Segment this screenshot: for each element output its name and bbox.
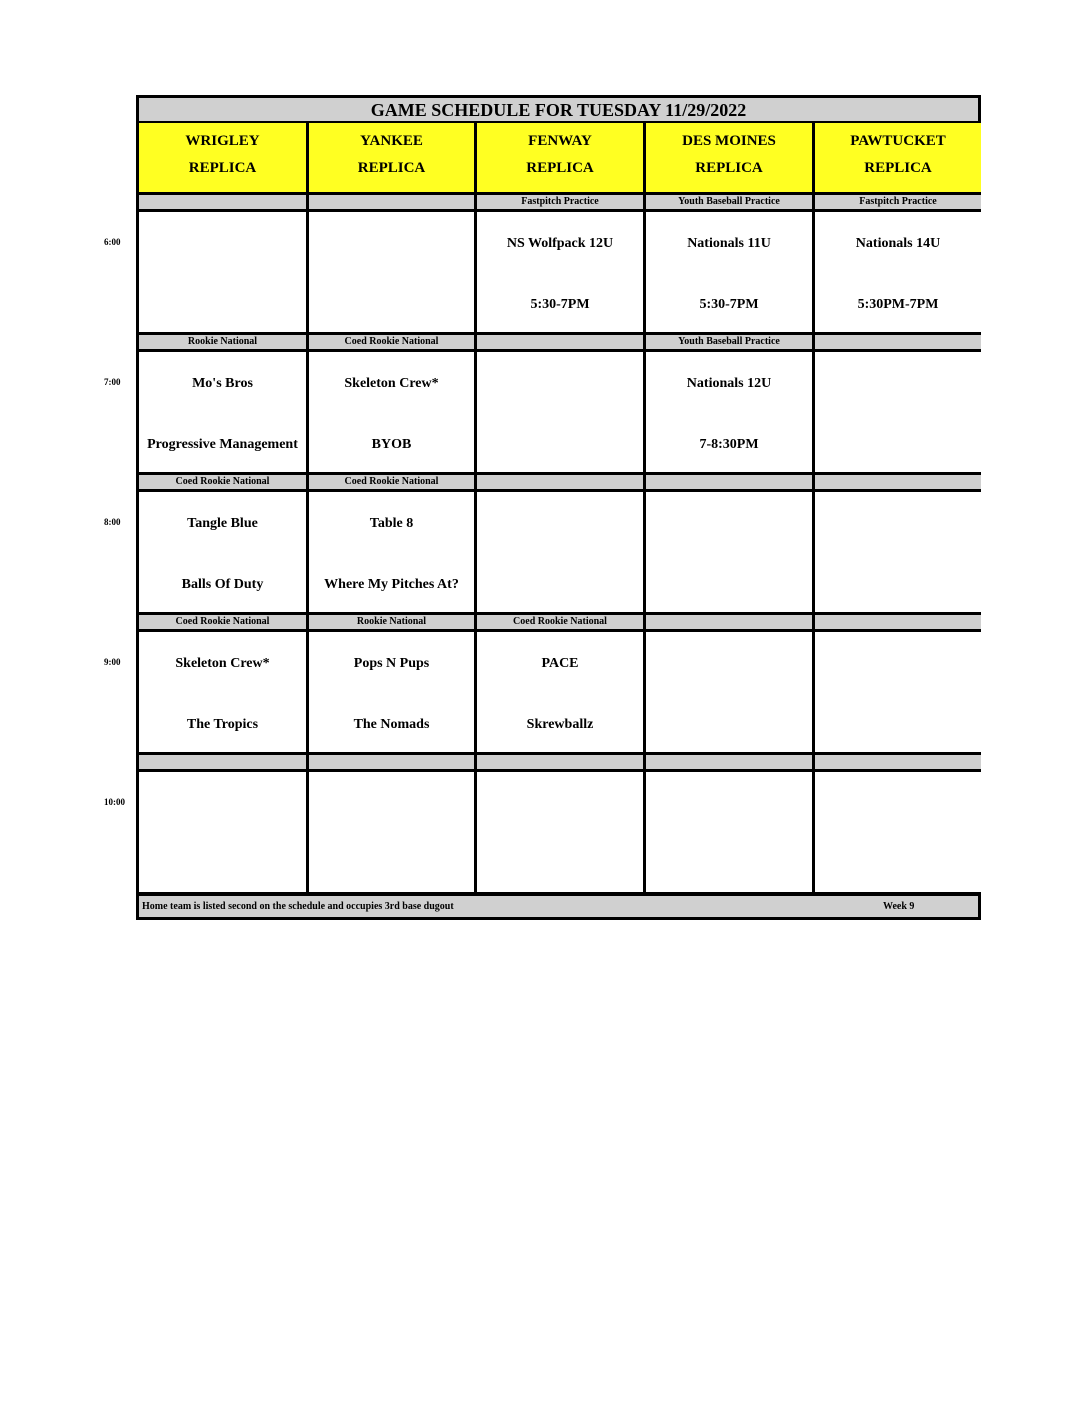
division-label	[815, 615, 981, 632]
venue-name: FENWAY	[528, 133, 592, 149]
game-cell	[646, 492, 815, 615]
division-label	[309, 755, 477, 772]
time-label: 10:00	[104, 797, 125, 807]
game-cell	[477, 492, 646, 615]
division-label	[646, 755, 815, 772]
venue-sub: REPLICA	[188, 160, 257, 176]
game-cell	[477, 212, 646, 335]
venue-name: YANKEE	[360, 133, 423, 149]
game-cell	[646, 352, 815, 475]
venue-sub: REPLICA	[864, 160, 932, 176]
division-label: Fastpitch Practice	[815, 195, 981, 212]
time-label: 6:00	[104, 237, 121, 247]
venue-header-pawtucket	[815, 123, 981, 195]
venue-sub: REPLICA	[695, 160, 763, 176]
venue-name: DES MOINES	[682, 133, 776, 149]
game-cell	[309, 352, 477, 475]
away-team: Pops N Pups	[353, 656, 430, 671]
game-cell	[646, 632, 815, 755]
game-cell	[815, 632, 981, 755]
away-team: PACE	[541, 656, 579, 671]
division-label: Rookie National	[139, 335, 309, 352]
away-team: Nationals 14U	[855, 236, 941, 251]
game-cell	[309, 772, 477, 895]
game-cell	[309, 212, 477, 335]
home-team: The Tropics	[186, 717, 259, 732]
home-team: Progressive Management	[147, 437, 298, 452]
division-label: Fastpitch Practice	[477, 195, 646, 212]
division-label	[477, 475, 646, 492]
away-team: Nationals 11U	[687, 236, 771, 251]
game-cell	[815, 352, 981, 475]
division-label	[815, 335, 981, 352]
game-cell	[139, 212, 309, 335]
away-team: Table 8	[369, 516, 414, 531]
division-label: Coed Rookie National	[477, 615, 646, 632]
division-label	[815, 475, 981, 492]
away-team: Nationals 12U	[686, 376, 772, 391]
venue-sub: REPLICA	[526, 160, 594, 176]
division-label: Youth Baseball Practice	[646, 335, 815, 352]
home-team: Skrewballz	[526, 717, 594, 732]
home-team: BYOB	[371, 437, 412, 452]
game-cell	[815, 212, 981, 335]
home-team: Balls Of Duty	[181, 577, 264, 592]
game-cell	[309, 632, 477, 755]
schedule-sheet	[136, 95, 981, 920]
division-label: Youth Baseball Practice	[646, 195, 815, 212]
time-label: 7:00	[104, 377, 121, 387]
home-team: 7-8:30PM	[699, 437, 759, 452]
game-cell	[139, 352, 309, 475]
time-label: 9:00	[104, 657, 121, 667]
home-team: Where My Pitches At?	[324, 577, 459, 592]
venue-name: WRIGLEY	[185, 133, 260, 149]
game-cell	[139, 772, 309, 895]
division-label: Coed Rookie National	[139, 475, 309, 492]
division-label: Rookie National	[309, 615, 477, 632]
game-cell	[477, 632, 646, 755]
division-label	[815, 755, 981, 772]
division-label: Coed Rookie National	[139, 615, 309, 632]
division-label	[646, 615, 815, 632]
division-label	[477, 335, 646, 352]
game-cell	[815, 772, 981, 895]
footer-note: Home team is listed second on the schedule and occupies 3rd base dugout	[142, 901, 454, 912]
home-team: The Nomads	[353, 717, 430, 732]
game-cell	[139, 492, 309, 615]
venue-sub: REPLICA	[357, 160, 426, 176]
venue-name: PAWTUCKET	[850, 133, 946, 149]
division-label: Coed Rookie National	[309, 335, 477, 352]
division-label: Coed Rookie National	[309, 475, 477, 492]
division-label	[477, 755, 646, 772]
away-team: Skeleton Crew*	[344, 376, 439, 391]
venue-header-fenway	[477, 123, 646, 195]
game-cell	[646, 212, 815, 335]
away-team: Skeleton Crew*	[175, 656, 270, 671]
game-cell	[477, 352, 646, 475]
away-team: Mo's Bros	[192, 376, 253, 391]
schedule-footer	[139, 895, 978, 917]
division-label	[646, 475, 815, 492]
home-team: 5:30PM-7PM	[857, 297, 939, 312]
schedule-title: GAME SCHEDULE FOR TUESDAY 11/29/2022	[139, 98, 978, 123]
venue-header-yankee	[309, 123, 477, 195]
home-team: 5:30-7PM	[530, 297, 590, 312]
division-label	[139, 755, 309, 772]
time-label: 8:00	[104, 517, 121, 527]
venue-header-wrigley	[139, 123, 309, 195]
game-cell	[139, 632, 309, 755]
game-cell	[309, 492, 477, 615]
game-cell	[815, 492, 981, 615]
away-team: Tangle Blue	[187, 516, 258, 531]
division-label	[309, 195, 477, 212]
game-cell	[646, 772, 815, 895]
away-team: NS Wolfpack 12U	[506, 236, 614, 251]
venue-header-des-moines	[646, 123, 815, 195]
division-label	[139, 195, 309, 212]
week-label: Week 9	[883, 901, 915, 912]
home-team: 5:30-7PM	[699, 297, 759, 312]
game-cell	[477, 772, 646, 895]
